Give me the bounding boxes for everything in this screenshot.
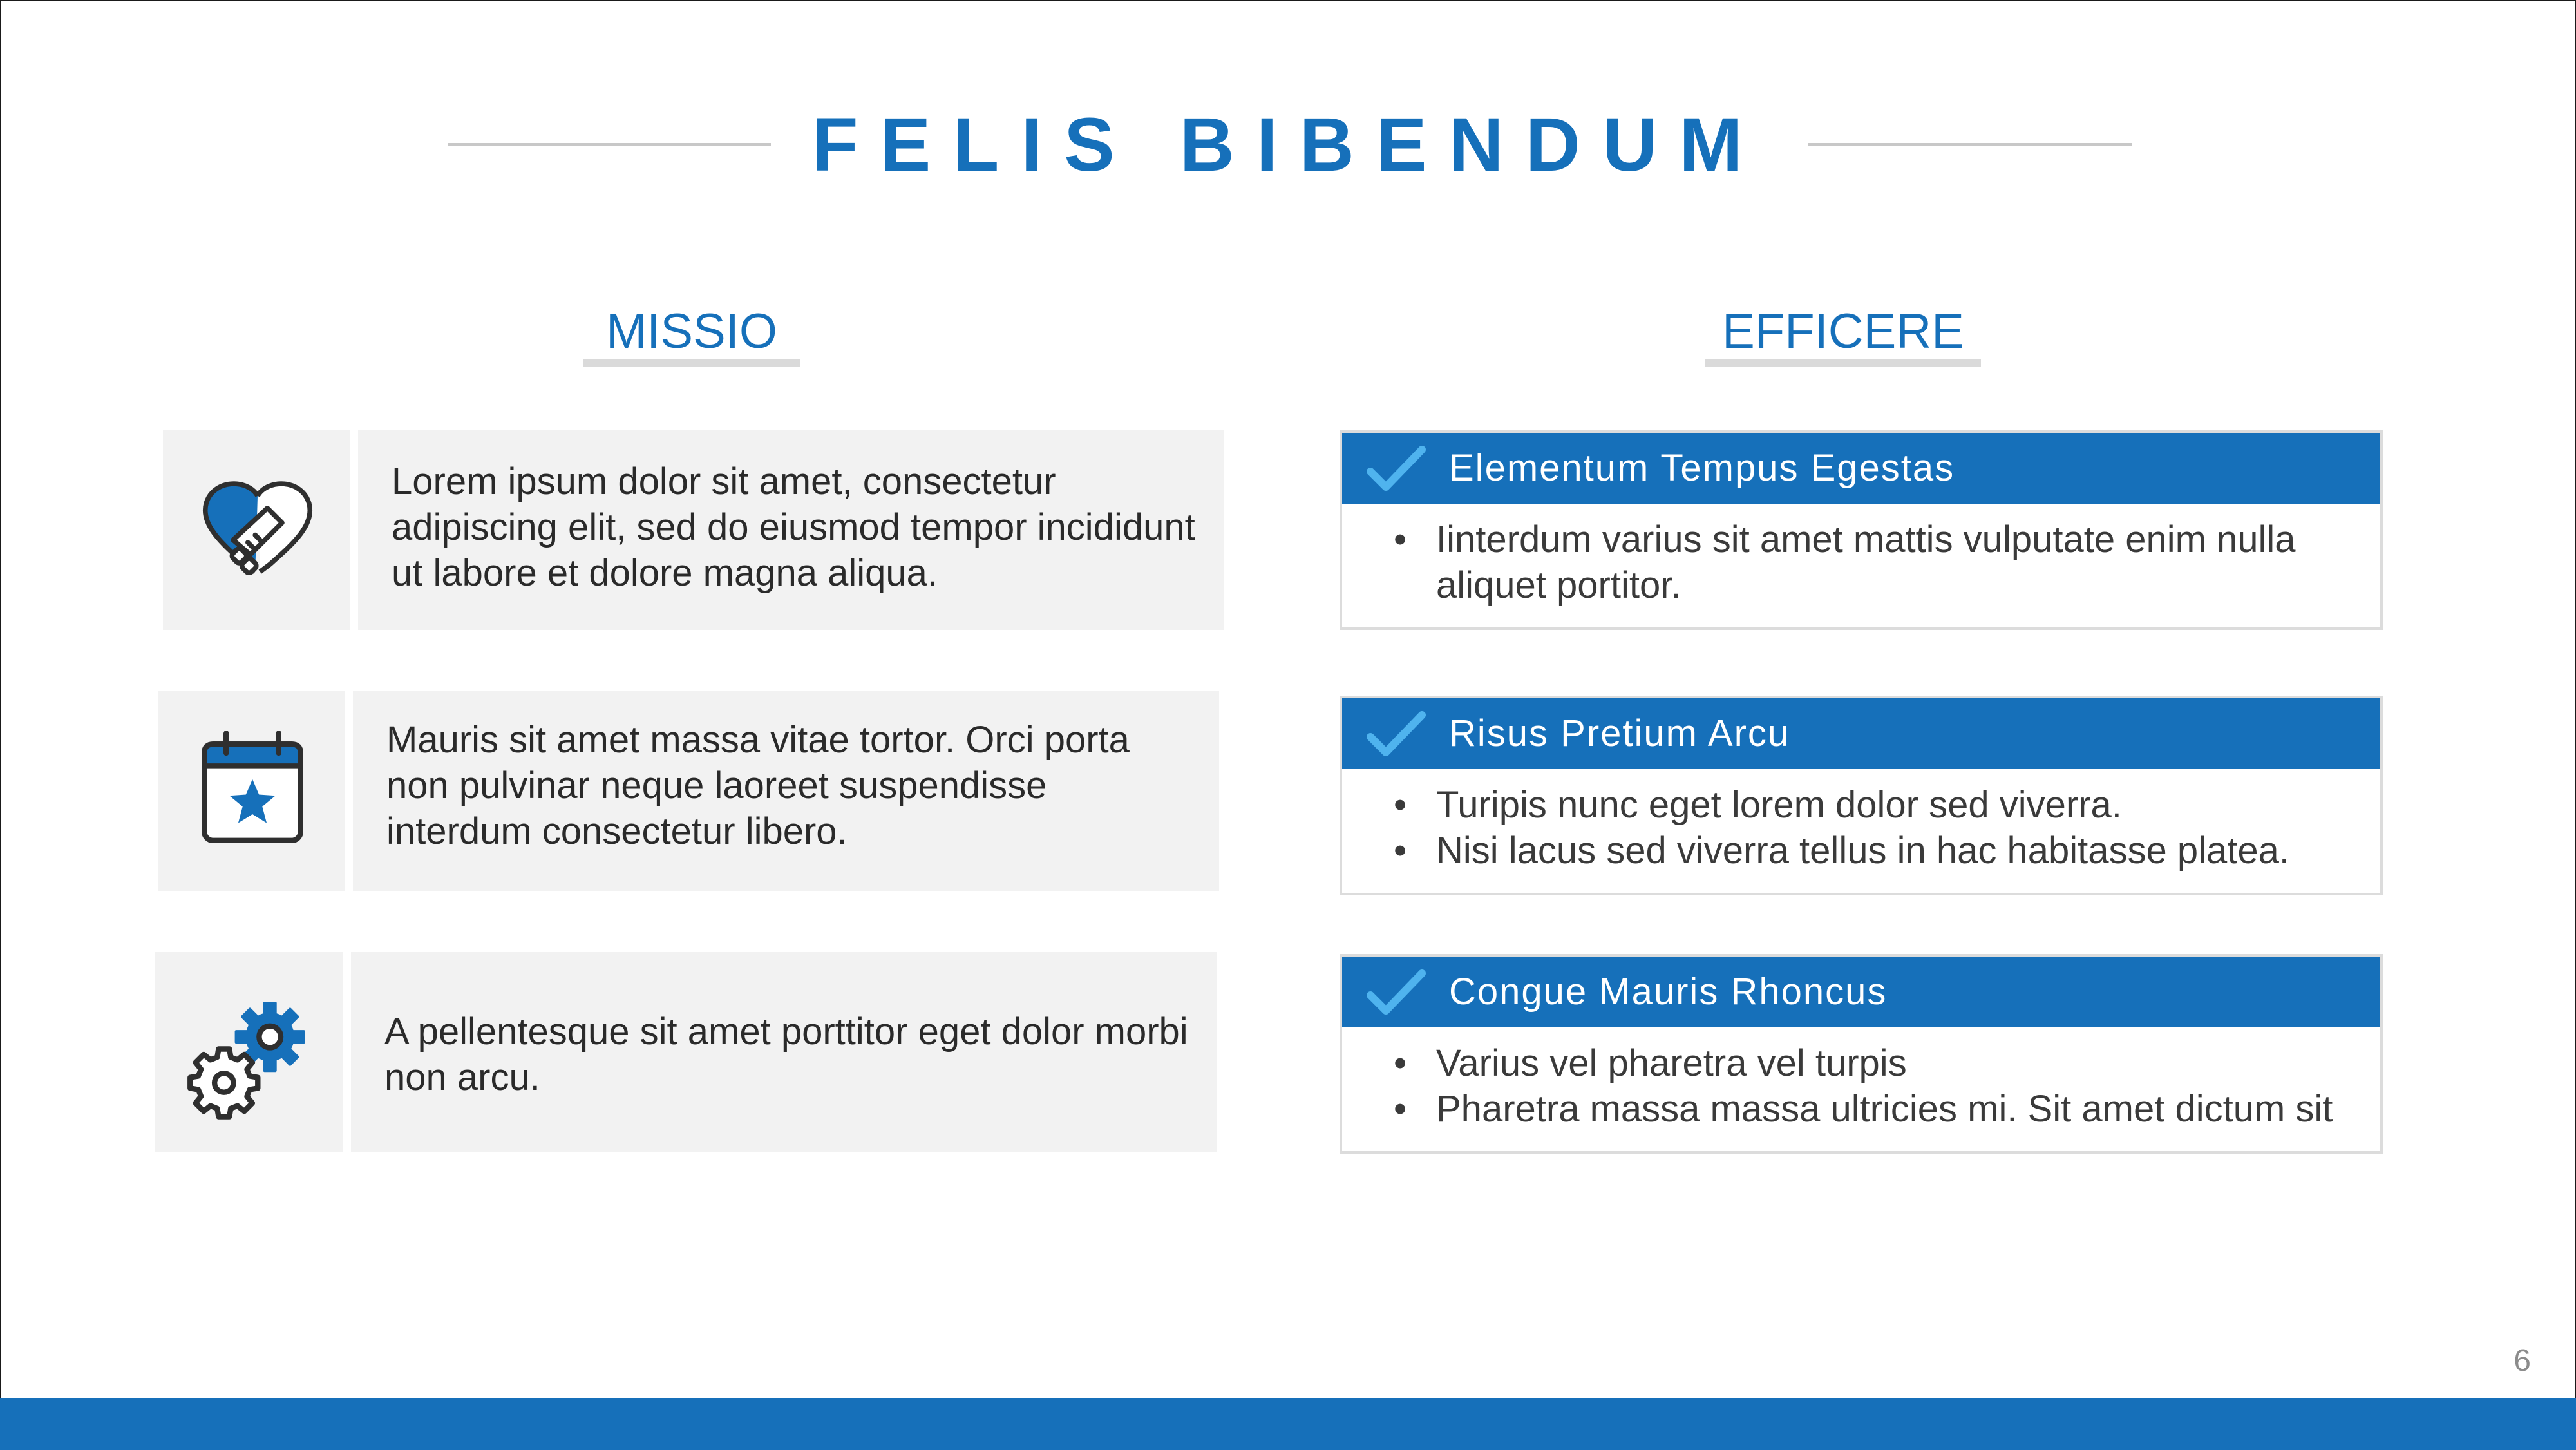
card-header xyxy=(1342,957,2380,1027)
list-item xyxy=(1394,782,2367,828)
bullet-text: Iinterdum varius sit amet mattis vulputate enim nulla aliquet portitor. xyxy=(1436,519,2296,606)
missio-icon-box-1 xyxy=(163,430,350,630)
card-title: Risus Pretium Arcu xyxy=(1449,712,1790,754)
missio-icon-box-3 xyxy=(155,952,343,1152)
missio-text-1: Lorem ipsum dolor sit amet, consectetur adipiscing elit, sed do eiusmod tempor incididunt ut labore et dolore magna aliqua. xyxy=(392,461,1195,594)
bullet-text: Nisi lacus sed viverra tellus in hac habitasse platea. xyxy=(1436,830,2289,872)
missio-icon-box-2 xyxy=(158,691,345,891)
bullet-text: Varius vel pharetra vel turpis xyxy=(1436,1042,1907,1084)
list-item xyxy=(1394,1086,2367,1132)
card-bullet-list xyxy=(1394,782,2367,873)
slide-title: FELIS BIBENDUM xyxy=(811,102,1765,187)
bullet-text: Turipis nunc eget lorem dolor sed viverra. xyxy=(1436,784,2122,826)
bullet-dot: • xyxy=(1394,519,1407,560)
missio-heading: MISSIO xyxy=(605,304,778,359)
list-item xyxy=(1394,1040,2367,1086)
bullet-dot: • xyxy=(1394,830,1407,872)
missio-text-box-3 xyxy=(351,952,1217,1152)
card-title: Elementum Tempus Egestas xyxy=(1449,447,1955,489)
page-number: 6 xyxy=(2514,1344,2531,1378)
missio-text-box-2 xyxy=(353,691,1219,891)
efficere-heading-underline xyxy=(1705,359,1981,367)
list-item xyxy=(1394,517,2367,608)
efficere-heading: EFFICERE xyxy=(1722,304,1964,359)
footer-bar xyxy=(0,1398,2576,1450)
bullet-dot: • xyxy=(1394,1088,1407,1130)
list-item xyxy=(1394,828,2367,873)
heart-handshake-icon xyxy=(196,469,319,591)
title-rule-right xyxy=(1808,143,2132,146)
bullet-text: Pharetra massa massa ultricies mi. Sit amet dictum sit xyxy=(1436,1088,2333,1130)
missio-text-2: Mauris sit amet massa vitae tortor. Orci porta non pulvinar neque laoreet suspendisse interdum consectetur libero. xyxy=(386,719,1130,852)
card-header xyxy=(1342,698,2380,769)
calendar-star-icon xyxy=(198,731,307,847)
bullet-dot: • xyxy=(1394,1042,1407,1084)
checkmark-icon xyxy=(1367,967,1426,1018)
efficere-card-1 xyxy=(1340,430,2383,630)
card-title: Congue Mauris Rhoncus xyxy=(1449,971,1888,1013)
card-bullet-list xyxy=(1394,517,2367,608)
checkmark-icon xyxy=(1367,443,1426,495)
efficere-card-2 xyxy=(1340,696,2383,895)
gears-icon xyxy=(186,988,321,1123)
missio-heading-underline xyxy=(583,359,800,367)
bullet-dot: • xyxy=(1394,784,1407,826)
efficere-card-3 xyxy=(1340,954,2383,1154)
missio-text-box-1 xyxy=(358,430,1224,630)
card-header xyxy=(1342,433,2380,504)
checkmark-icon xyxy=(1367,709,1426,760)
missio-text-3: A pellentesque sit amet porttitor eget dolor morbi non arcu. xyxy=(384,1011,1188,1098)
title-rule-left xyxy=(448,143,771,146)
card-bullet-list xyxy=(1394,1040,2367,1132)
